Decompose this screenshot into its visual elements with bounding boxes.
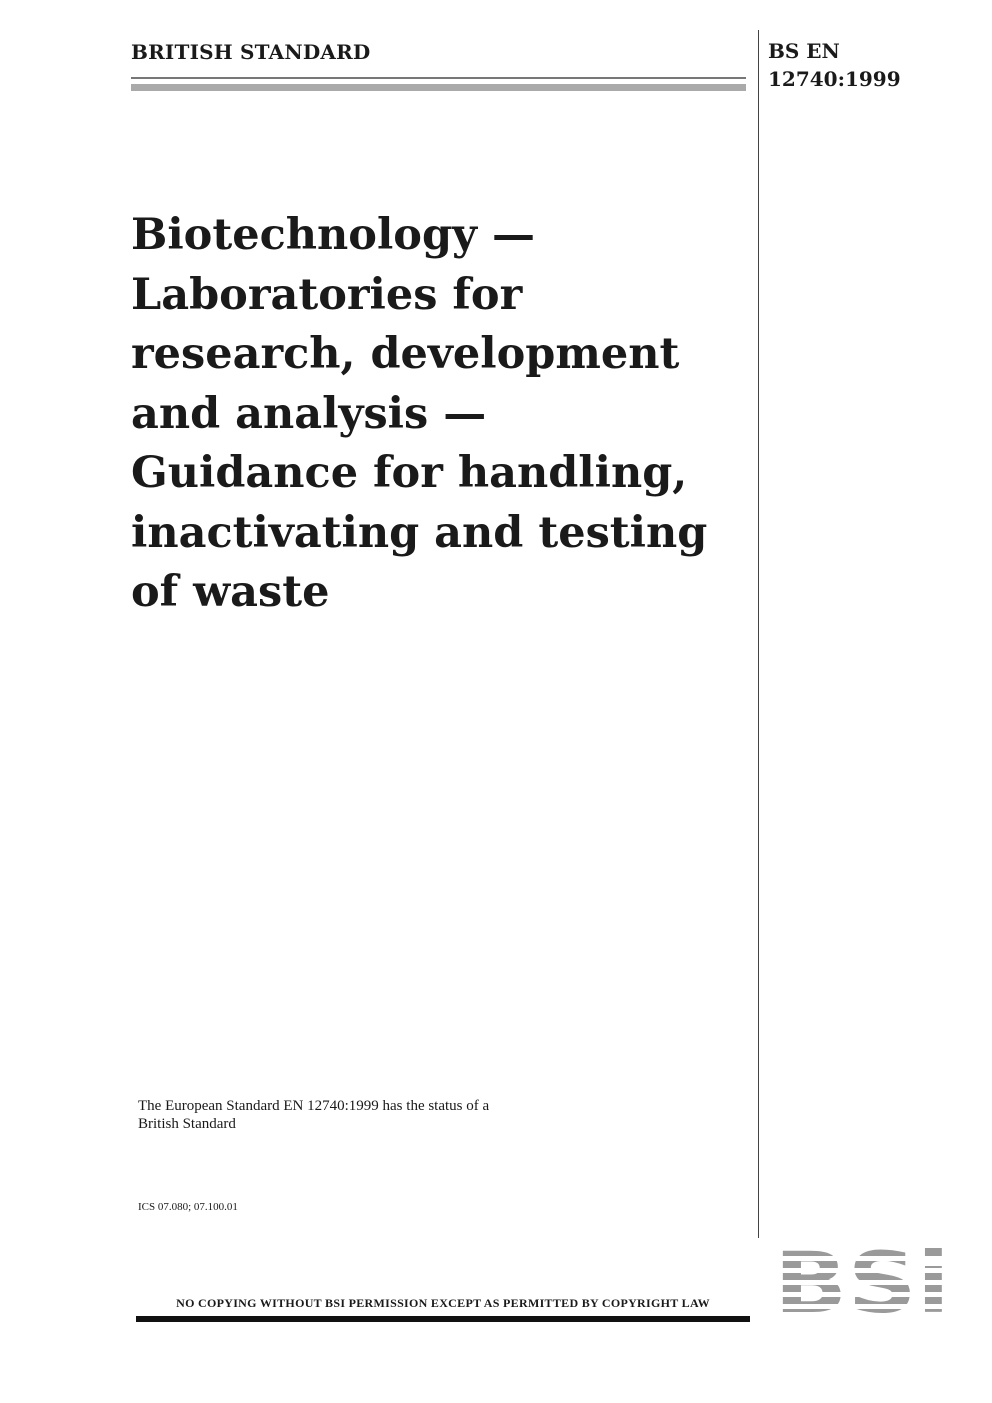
status-note-line2: British Standard xyxy=(138,1116,236,1132)
standard-number-line2: 12740:1999 xyxy=(768,67,901,91)
title-line: Laboratories for xyxy=(131,269,523,320)
title-line: of waste xyxy=(131,567,330,617)
document-title xyxy=(131,206,731,623)
standard-number-line1: BS EN xyxy=(768,39,840,63)
ics-code: ICS 07.080; 07.100.01 xyxy=(138,1201,238,1213)
copyright-notice: NO COPYING WITHOUT BSI PERMISSION EXCEPT AS PERMITTED BY COPYRIGHT LAW xyxy=(176,1296,710,1310)
bsi-logo xyxy=(774,1246,950,1324)
header-rule-thin xyxy=(131,77,746,79)
document-type-label: BRITISH STANDARD xyxy=(131,40,371,64)
status-note xyxy=(138,1097,598,1133)
title-line: Biotechnology — xyxy=(131,210,536,260)
title-line: Guidance for handling, xyxy=(131,448,688,498)
header-rule-thick xyxy=(131,84,746,91)
vertical-divider xyxy=(758,30,759,1238)
title-line: research, development xyxy=(131,329,680,379)
footer-rule xyxy=(136,1316,750,1322)
title-line: inactivating and testing xyxy=(131,507,708,558)
standard-number xyxy=(768,37,968,93)
title-line: and analysis — xyxy=(131,388,487,439)
status-note-line1: The European Standard EN 12740:1999 has the status of a xyxy=(138,1098,490,1114)
